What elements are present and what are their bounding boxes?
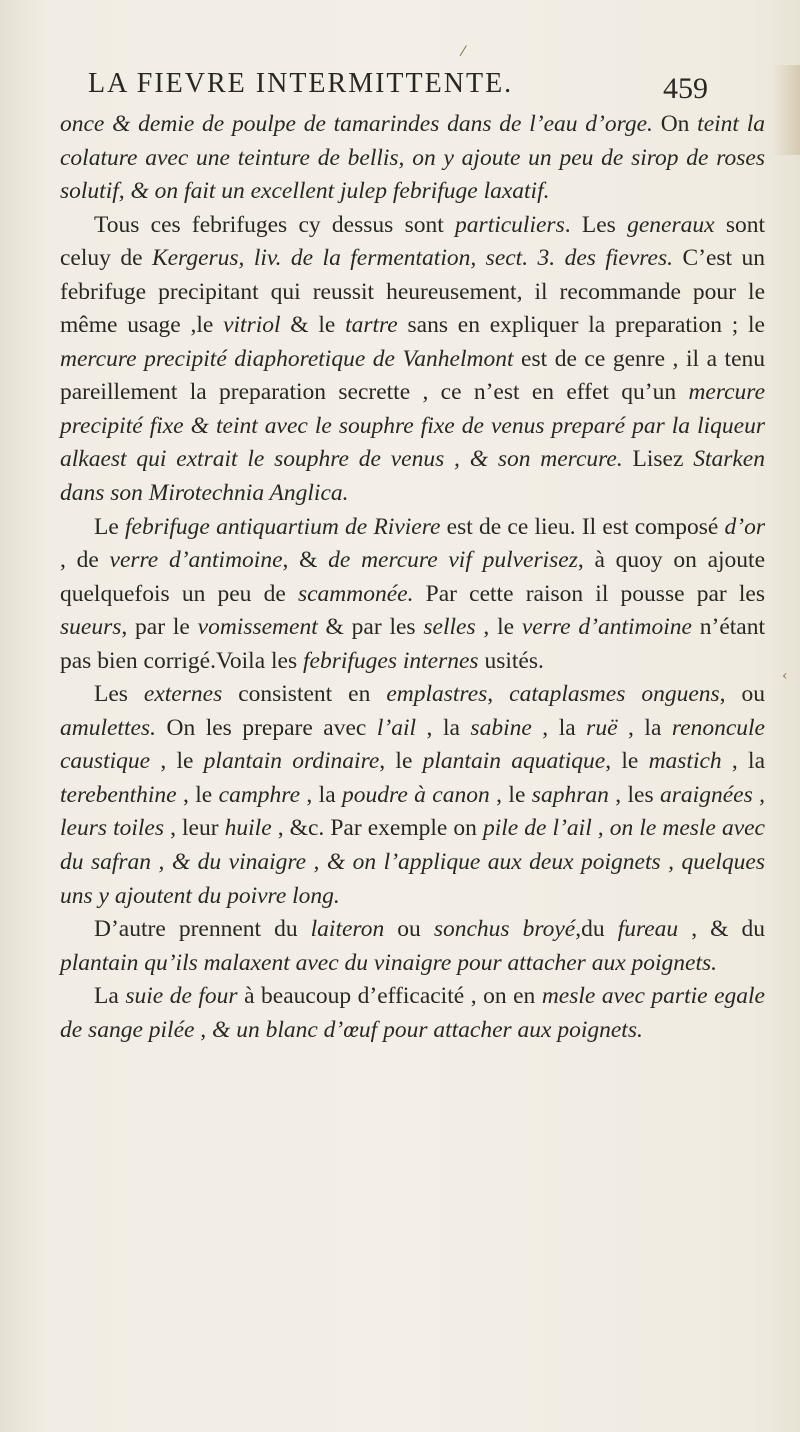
italic-text: pile de l’ail , on le mesle avec du safran , & du vinaigre , & on l’applique aux deux poignets , quelques uns y ajoutent du poivre long. xyxy=(60,815,765,909)
roman-text: , le xyxy=(605,748,649,775)
roman-text: La xyxy=(94,983,126,1010)
roman-text: , de xyxy=(60,547,110,574)
roman-text: Tous ces febrifuges cy dessus sont xyxy=(94,211,456,238)
paragraph xyxy=(60,511,765,679)
italic-text: once & demie de poulpe de tamarindes dans de l’eau d’orge. xyxy=(60,111,653,137)
roman-text: . Les xyxy=(564,211,628,238)
roman-text: sont celuy de xyxy=(60,211,765,272)
italic-text: scammonée. xyxy=(297,580,414,607)
italic-text: fureau xyxy=(617,916,679,943)
italic-text: vomissement xyxy=(197,614,318,641)
roman-text: est de ce lieu. Il est composé xyxy=(440,513,725,540)
roman-text: , la xyxy=(617,714,672,741)
roman-text: , le xyxy=(379,748,423,775)
paragraph xyxy=(60,913,765,980)
roman-text: , les xyxy=(608,781,661,808)
italic-text: sueurs xyxy=(60,614,122,641)
italic-text: ruë xyxy=(586,714,618,741)
ink-speck: ⁄ xyxy=(462,44,465,60)
roman-text: , par le xyxy=(121,614,198,641)
roman-text: C’est un febrifuge precipitant qui reussit heureusement, il recommande pour le même usage ,le xyxy=(60,245,765,339)
roman-text: , & xyxy=(282,547,329,574)
roman-text: consistent en xyxy=(222,681,387,708)
paragraph xyxy=(60,209,765,511)
roman-text: On les prepare avec xyxy=(155,714,377,741)
roman-text: , le xyxy=(475,614,522,641)
italic-text: selles xyxy=(423,614,476,641)
roman-text: , le xyxy=(489,781,532,808)
italic-text: terebenthine xyxy=(60,781,177,808)
italic-text: araignées , leurs toiles xyxy=(60,781,765,842)
roman-text: & le xyxy=(280,312,346,339)
roman-text: , le xyxy=(176,781,219,808)
roman-text: , la xyxy=(416,714,471,741)
roman-text: est de ce genre , il a tenu pareillement la preparation secrette , ce n’est en effet qu’un xyxy=(60,345,765,406)
roman-text: à beaucoup d’efficacité , on en xyxy=(237,983,542,1010)
italic-text: plantain ordinaire xyxy=(203,748,380,775)
italic-text: de mercure vif pulverisez xyxy=(328,547,578,574)
roman-text: , & du xyxy=(678,916,766,943)
roman-text: D’autre prennent du xyxy=(94,916,311,943)
italic-text: mesle avec partie egale de sange pilée , & un blanc d’œuf pour attacher aux poignets. xyxy=(60,983,765,1043)
italic-text: tartre xyxy=(345,312,398,339)
paragraph xyxy=(60,980,765,1047)
running-title: LA FIEVRE INTERMITTENTE. xyxy=(88,68,514,99)
italic-text: Starken dans son Mirotechnia Anglica. xyxy=(60,446,765,507)
italic-text: plantain qu’ils malaxent avec du vinaigre pour attacher aux poignets. xyxy=(60,949,718,976)
italic-text: generaux xyxy=(627,211,715,238)
roman-text: Lisez xyxy=(622,446,694,473)
roman-text: , la xyxy=(721,748,766,775)
roman-text: , &c. Par exemple on xyxy=(271,815,483,842)
page-number: 459 xyxy=(663,72,708,105)
italic-text: febrifuge antiquartium de Riviere xyxy=(125,513,441,540)
paragraph xyxy=(60,108,765,209)
italic-text: sabine xyxy=(470,714,532,741)
roman-text: & par les xyxy=(317,614,424,641)
italic-text: verre d’antimoine xyxy=(109,547,283,574)
page-edge-stain xyxy=(772,65,800,155)
italic-text: saphran xyxy=(531,781,609,808)
paragraph xyxy=(60,678,765,913)
roman-text: sans en expliquer la preparation ; le xyxy=(397,312,765,339)
roman-text: Le xyxy=(94,513,126,540)
italic-text: renoncule caustique xyxy=(60,714,765,775)
italic-text: teint la colature avec une teinture de bellis, on y ajoute un peu de sirop de roses solutif, & on fait un excellent julep febrifuge laxatif. xyxy=(60,111,765,205)
roman-text: n’étant pas bien corrigé.Voila les xyxy=(60,614,766,674)
italic-text: laiteron xyxy=(310,916,385,943)
italic-text: camphre xyxy=(218,781,300,808)
italic-text: particuliers xyxy=(455,211,565,238)
italic-text: febrifuges internes xyxy=(303,647,479,674)
italic-text: mastich xyxy=(648,748,722,775)
italic-text: plantain aquatique xyxy=(422,748,606,775)
italic-text: Kergerus, liv. de la fermentation, sect. 3. des fievres. xyxy=(151,245,673,272)
roman-text: Les xyxy=(94,681,144,708)
roman-text: ,du xyxy=(575,916,618,943)
italic-text: sonchus broyé xyxy=(433,916,576,943)
roman-text: , la xyxy=(531,714,587,741)
roman-text: , leur xyxy=(164,815,225,842)
roman-text: , ou xyxy=(719,681,766,708)
italic-text: vitriol xyxy=(223,312,281,339)
italic-text: d’or xyxy=(724,513,765,540)
running-header xyxy=(88,68,708,105)
italic-text: mercure precipité diaphoretique de Vanhelmont xyxy=(60,345,514,372)
italic-text: l’ail xyxy=(376,714,417,741)
margin-mark: ‹ xyxy=(782,668,788,684)
italic-text: suie de four xyxy=(125,983,238,1010)
roman-text: On xyxy=(652,111,690,137)
roman-text: , à quoy on ajoute quelquefois un peu de xyxy=(60,547,766,607)
italic-text: cataplasmes onguens xyxy=(509,681,720,708)
italic-text: mercure precipité fixe & teint avec le souphre fixe de venus preparé par la liqueur alkaest qui extrait le souphre de venus , & son mercure. xyxy=(60,379,765,473)
roman-text: usités. xyxy=(478,647,544,674)
roman-text: Par cette raison il pousse par les xyxy=(413,580,765,607)
italic-text: externes xyxy=(143,681,223,708)
italic-text: amulettes. xyxy=(60,714,156,741)
italic-text: poudre à canon xyxy=(342,781,490,808)
italic-text: verre d’antimoine xyxy=(521,614,692,641)
roman-text: , le xyxy=(150,748,204,775)
roman-text: , xyxy=(487,681,510,708)
roman-text: , la xyxy=(300,781,343,808)
roman-text: ou xyxy=(384,916,434,943)
italic-text: emplastres xyxy=(386,681,488,708)
italic-text: huile xyxy=(224,815,272,842)
page-body-text xyxy=(60,108,765,1047)
